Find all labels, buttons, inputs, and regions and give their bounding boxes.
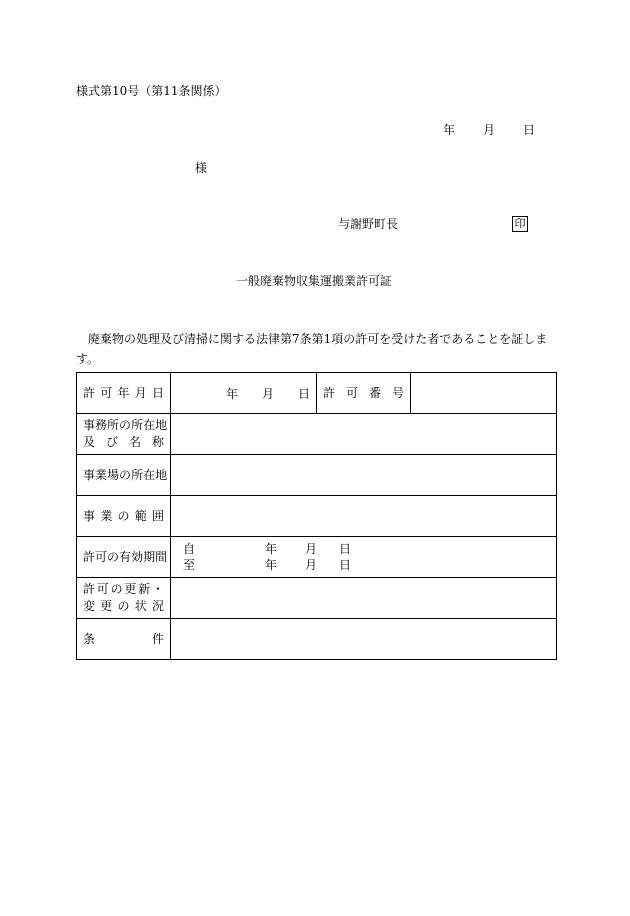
permit-number-label: 許 可 番 号 [323,385,404,400]
validity-to-month: 月 [305,558,318,572]
form-number: 様式第10号（第11条関係） [76,84,227,98]
site-label-cell [77,455,171,496]
office-value-cell [171,414,557,455]
validity-to [183,557,550,573]
seal-mark: 印 [512,216,528,232]
permit-date-label-cell [77,373,171,414]
validity-from [183,541,550,557]
document-title: 一般廃棄物収集運搬業許可証 [236,274,393,288]
validity-label: 許 可 の 有 効 期 間 [83,549,168,564]
validity-to-day: 日 [339,558,352,572]
date-day: 日 [523,123,536,137]
office-label-cell [77,414,171,455]
date-month: 月 [483,123,496,137]
scope-label-cell [77,496,171,537]
site-value-cell [171,455,557,496]
permit-number-label-cell [317,373,411,414]
validity-from-prefix: 自 [183,542,196,556]
validity-from-day: 日 [339,542,352,556]
office-label-line1: 事 務 所 の 所 在 地 [83,418,168,432]
conditions-label-cell [77,619,171,660]
validity-to-prefix: 至 [183,558,196,572]
permit-year: 年 [225,386,238,401]
table-row [77,373,557,414]
renewal-label-cell [77,578,171,619]
validity-value-cell [171,537,557,578]
table-row [77,496,557,537]
permit-date-value-cell [171,373,317,414]
issuer-name: 与謝野町長 [338,217,399,231]
permit-month: 月 [261,386,274,401]
validity-from-month: 月 [305,542,318,556]
scope-value-cell [171,496,557,537]
permit-day: 日 [297,386,310,401]
office-label-line2: 及 び 名 称 [83,435,164,449]
conditions-label: 条 件 [83,631,164,646]
certification-sentence: 廃棄物の処理及び清掃に関する法律第7条第1項の許可を受けた者であることを証します。 [76,332,548,366]
permit-date-label: 許 可 年 月 日 [83,385,164,400]
table-row [77,414,557,455]
addressee-suffix: 様 [195,161,208,175]
validity-to-year: 年 [265,558,278,572]
site-label: 事 業 場 の 所 在 地 [83,467,168,482]
renewal-value-cell [171,578,557,619]
table-row [77,537,557,578]
permit-table [76,372,557,660]
renewal-label-line2: 変 更 の 状 況 [83,599,164,613]
validity-from-year: 年 [265,542,278,556]
date-year: 年 [443,123,456,137]
table-row [77,578,557,619]
table-row [77,619,557,660]
issue-date [443,124,535,136]
table-row [77,455,557,496]
renewal-label-line1: 許 可 の 更 新 ・ [83,582,164,596]
scope-label: 事 業 の 範 囲 [83,508,164,523]
permit-number-value-cell [411,373,557,414]
conditions-value-cell [171,619,557,660]
certification-text [76,329,560,369]
validity-label-cell [77,537,171,578]
